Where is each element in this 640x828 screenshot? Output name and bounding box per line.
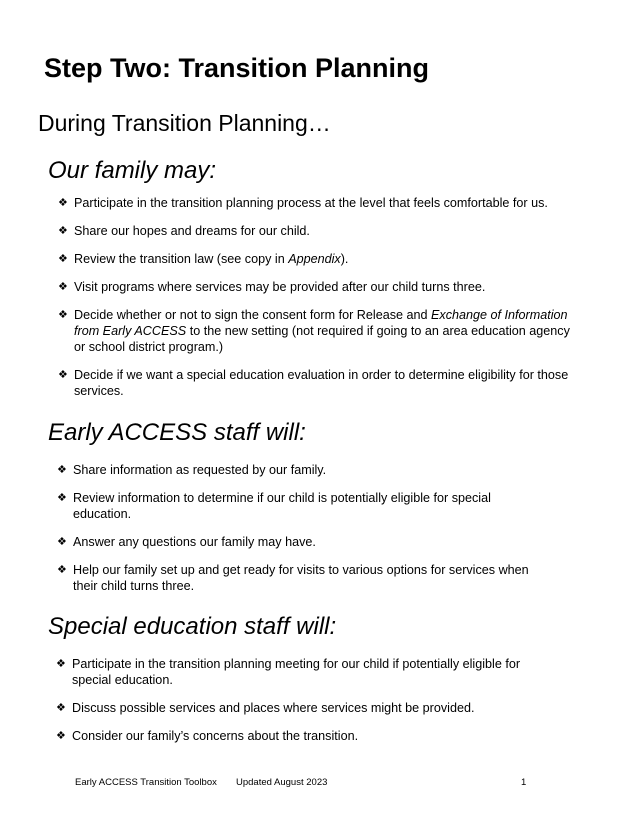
list-item-text: Participate in the transition planning process at the level that feels comfortable for us. [74, 196, 548, 210]
footer-document-name: Early ACCESS Transition Toolbox [75, 777, 217, 788]
list-item [58, 279, 578, 295]
list-item-text-before: Decide whether or not to sign the consent form for Release and [74, 308, 432, 322]
diamond-bullet-icon: ❖ [58, 225, 68, 237]
footer-page-number: 1 [521, 777, 527, 788]
diamond-bullet-icon: ❖ [57, 464, 67, 476]
diamond-bullet-icon: ❖ [57, 564, 67, 576]
list-item [58, 223, 578, 239]
list-item [57, 462, 537, 478]
diamond-bullet-icon: ❖ [58, 253, 68, 265]
list-item-text-before: Review the transition law (see copy in [74, 252, 289, 266]
list-item [58, 195, 578, 211]
footer-updated-date: Updated August 2023 [236, 777, 328, 788]
diamond-bullet-icon: ❖ [56, 730, 66, 742]
section-heading-special-education: Special education staff will: [48, 613, 337, 640]
list-item [56, 700, 526, 716]
list-item-text: Share our hopes and dreams for our child. [74, 224, 310, 238]
list-item-text: Review information to determine if our child is potentially eligible for special education. [73, 491, 491, 521]
diamond-bullet-icon: ❖ [58, 281, 68, 293]
list-item-text: Help our family set up and get ready for visits to various options for services when their child turns three. [73, 563, 529, 593]
list-item-text: Answer any questions our family may have. [73, 535, 316, 549]
list-item-text-after: ). [340, 252, 349, 266]
list-item [57, 534, 537, 550]
list-item [58, 251, 578, 267]
form-name: Exchange of Information from Early ACCESS [74, 308, 568, 338]
diamond-bullet-icon: ❖ [56, 658, 66, 670]
diamond-bullet-icon: ❖ [56, 702, 66, 714]
list-item [57, 490, 537, 522]
diamond-bullet-icon: ❖ [58, 369, 68, 381]
appendix-reference: Appendix [288, 252, 341, 266]
diamond-bullet-icon: ❖ [57, 492, 67, 504]
list-item [56, 728, 526, 744]
list-item [57, 562, 537, 594]
list-item-text: Visit programs where services may be provided after our child turns three. [74, 280, 486, 294]
list-item-text-after: to the new setting (not required if going to an area education agency or school district program.) [74, 324, 570, 354]
diamond-bullet-icon: ❖ [58, 309, 68, 321]
list-item-text: Discuss possible services and places where services might be provided. [72, 701, 475, 715]
list-item [56, 656, 526, 688]
diamond-bullet-icon: ❖ [57, 536, 67, 548]
family-list [58, 195, 578, 399]
page-title: Step Two: Transition Planning [44, 53, 430, 83]
list-item-text: Decide if we want a special education evaluation in order to determine eligibility for those services. [74, 368, 569, 398]
diamond-bullet-icon: ❖ [58, 197, 68, 209]
list-item-text: Participate in the transition planning meeting for our child if potentially eligible for special education. [72, 657, 521, 687]
special-education-list [56, 656, 526, 744]
list-item [58, 367, 578, 399]
page-subtitle: During Transition Planning… [38, 110, 331, 136]
section-heading-family: Our family may: [48, 157, 217, 184]
early-access-list [57, 462, 537, 594]
list-item-text: Share information as requested by our family. [73, 463, 327, 477]
list-item-text: Consider our family’s concerns about the transition. [72, 729, 359, 743]
list-item [58, 307, 578, 355]
section-heading-early-access: Early ACCESS staff will: [48, 419, 306, 446]
